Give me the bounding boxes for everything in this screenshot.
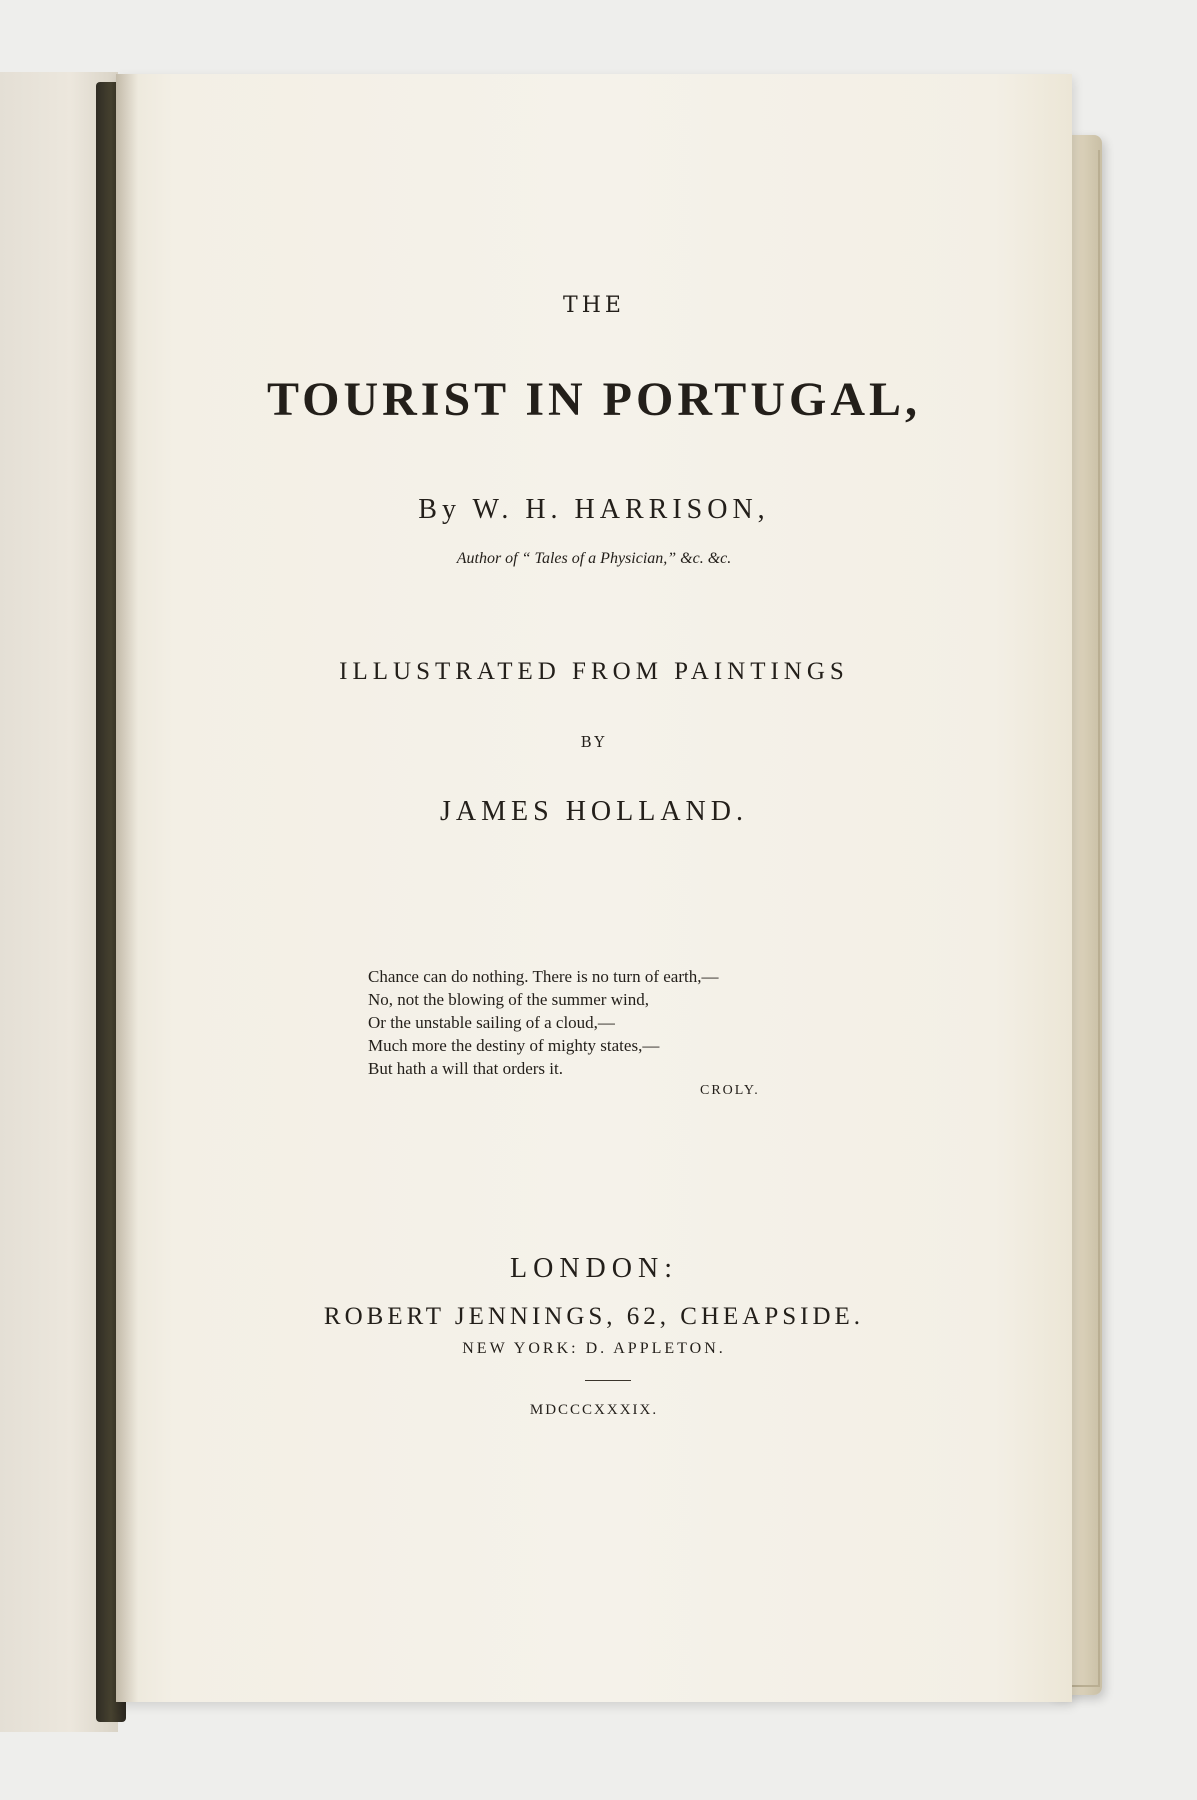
imprint-new-york: NEW YORK: D. APPLETON. [462,1340,726,1357]
imprint-year: MDCCCXXXIX. [529,1402,659,1418]
author-line: By W. H. HARRISON, [418,494,770,525]
epigraph-line: Or the unstable sailing of a cloud,— [368,1013,615,1032]
title-prefix: THE [563,293,625,318]
epigraph [368,965,808,1080]
title-page [116,74,1072,1702]
epigraph-line: But hath a will that orders it. [368,1059,563,1078]
imprint-publisher: ROBERT JENNINGS, 62, CHEAPSIDE. [323,1303,865,1330]
by-line: BY [580,733,608,751]
book-title: TOURIST IN PORTUGAL, [266,373,921,426]
imprint-rule [585,1380,631,1381]
epigraph-attribution: CROLY. [700,1083,760,1098]
author-note: Author of “ Tales of a Physician,” &c. &c. [456,550,732,567]
epigraph-line: No, not the blowing of the summer wind, [368,990,649,1009]
gutter-shadow [116,74,138,1702]
epigraph-line: Chance can do nothing. There is no turn of earth,— [368,967,719,986]
imprint-city: LONDON: [510,1253,678,1284]
illustrated-line: ILLUSTRATED FROM PAINTINGS [339,658,849,685]
artist-name: JAMES HOLLAND. [440,796,748,827]
epigraph-line: Much more the destiny of mighty states,— [368,1036,660,1055]
